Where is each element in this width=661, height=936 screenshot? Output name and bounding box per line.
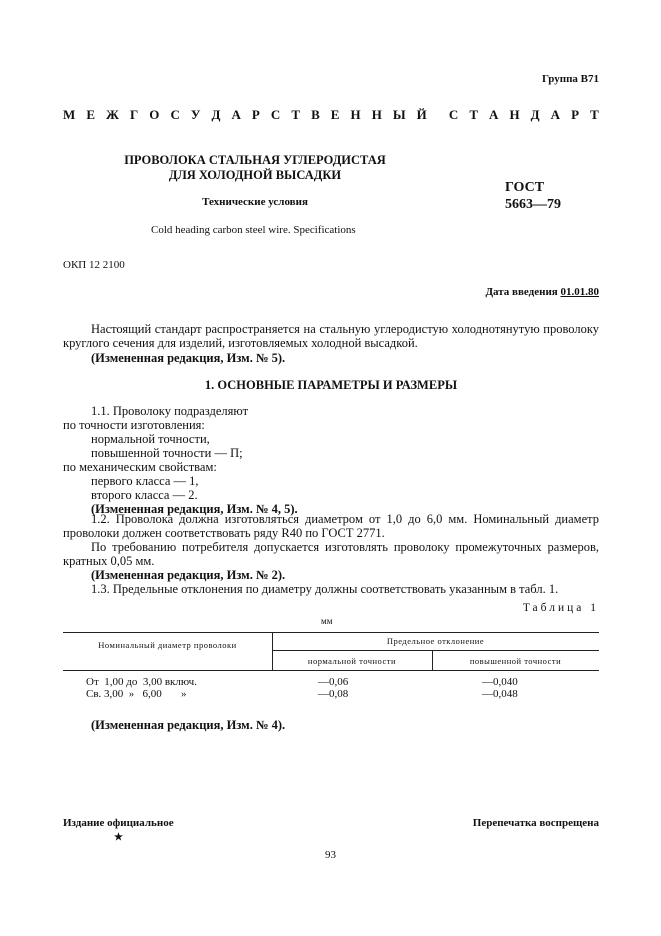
- interstate-standard-heading: [63, 107, 599, 123]
- gost-number: 5663—79: [505, 197, 561, 212]
- table-sub-rule: [272, 650, 599, 651]
- clause-1-1-class2: второго класса — 2.: [91, 488, 198, 502]
- table-header-normal: нормальной точности: [307, 656, 397, 666]
- table-top-rule: [63, 632, 599, 633]
- row-increased: —0,040: [482, 676, 518, 688]
- document-subtitle: Технические условия: [202, 196, 308, 208]
- title-line-1: ПРОВОЛОКА СТАЛЬНАЯ УГЛЕРОДИСТАЯ: [124, 153, 386, 167]
- interstate-letter: С: [448, 107, 459, 122]
- interstate-letter: А: [550, 107, 561, 122]
- clause-1-1-mechanical: по механическим свойствам:: [63, 460, 217, 474]
- gost-label: ГОСТ: [505, 180, 545, 195]
- table-header-deviation: Предельное отклонение: [386, 636, 485, 646]
- clause-1-3: 1.3. Предельные отклонения по диаметру должны соответствовать указанным в табл. 1.: [91, 582, 559, 596]
- interstate-letter: А: [231, 107, 241, 122]
- group-code: Группа В71: [541, 73, 599, 85]
- star-icon: ★: [114, 832, 123, 843]
- clause-1-2-amendment: (Измененная редакция, Изм. № 2).: [91, 568, 286, 582]
- interstate-letter: Е: [330, 107, 340, 122]
- interstate-letter: В: [311, 107, 320, 122]
- interstate-letter: Ж: [106, 107, 119, 122]
- interstate-letter: С: [270, 107, 281, 122]
- row-normal: —0,06: [318, 676, 349, 688]
- table-body: [0, 676, 661, 700]
- scope-paragraph: Настоящий стандарт распространяется на стальную углеродистую холоднотянутую проволоку круглого сечения для изделий, изготовляемых холодной высадкой.: [63, 322, 599, 350]
- clause-1-1-amendment: (Измененная редакция, Изм. № 4, 5).: [91, 502, 298, 516]
- introduction-date: [485, 286, 599, 298]
- table-row: [0, 676, 661, 688]
- interstate-letter: У: [190, 107, 201, 122]
- table-amendment: (Измененная редакция, Изм. № 4).: [91, 718, 286, 732]
- title-line-2: ДЛЯ ХОЛОДНОЙ ВЫСАДКИ: [168, 168, 342, 182]
- interstate-letter: Т: [469, 107, 478, 122]
- interstate-letter: Й: [416, 107, 427, 122]
- english-title: Cold heading carbon steel wire. Specifications: [151, 224, 356, 236]
- scope-amendment: (Измененная редакция, Изм. № 5).: [91, 351, 286, 365]
- interstate-letter: Н: [509, 107, 520, 122]
- interstate-letter: О: [149, 107, 160, 122]
- clause-1-1-normal: нормальной точности,: [91, 432, 210, 446]
- interstate-letter: С: [170, 107, 180, 122]
- interstate-letter: Н: [371, 107, 382, 122]
- clause-1-1-accuracy: по точности изготовления:: [63, 418, 205, 432]
- clause-1-2: 1.2. Проволока должна изготовляться диаметром от 1,0 до 6,0 мм. Номинальный диаметр проволоки должен соответствовать ряду R40 по ГОСТ 2771.: [63, 512, 599, 540]
- table-row: [0, 688, 661, 700]
- clause-1-1-increased: повышенной точности — П;: [91, 446, 243, 460]
- clause-1-1-intro: 1.1. Проволоку подразделяют: [91, 404, 249, 418]
- table-header-increased: повышенной точности: [469, 656, 562, 666]
- table-header-rule: [63, 670, 599, 671]
- section-heading: 1. ОСНОВНЫЕ ПАРАМЕТРЫ И РАЗМЕРЫ: [204, 378, 458, 392]
- table-title: Таблица 1: [522, 602, 599, 614]
- interstate-letter: Ы: [392, 107, 406, 122]
- introduction-date-value: 01.01.80: [560, 286, 599, 298]
- interstate-letter: Д: [211, 107, 221, 122]
- row-increased: —0,048: [482, 688, 518, 700]
- introduction-date-label: Дата введения: [485, 286, 558, 298]
- interstate-letter: Р: [571, 107, 580, 122]
- interstate-letter: Т: [590, 107, 599, 122]
- row-diameter: Св. 3,00 » 6,00 »: [86, 688, 187, 700]
- clause-1-1-class1: первого класса — 1,: [91, 474, 199, 488]
- row-normal: —0,08: [318, 688, 349, 700]
- interstate-letter: А: [489, 107, 499, 122]
- okp-code: ОКП 12 2100: [63, 259, 125, 271]
- interstate-letter: Д: [530, 107, 540, 122]
- interstate-letter: Н: [350, 107, 361, 122]
- document-title: [110, 153, 400, 183]
- interstate-letter: М: [63, 107, 76, 122]
- interstate-letter: Е: [86, 107, 95, 122]
- clause-1-1: [63, 404, 599, 516]
- reprint-prohibited-label: Перепечатка воспрещена: [472, 817, 599, 829]
- official-edition-label: Издание официальное: [63, 817, 174, 829]
- interstate-letter: Р: [251, 107, 260, 122]
- page-number: 93: [325, 849, 336, 861]
- gost-designation: [505, 179, 561, 213]
- interstate-letter: Т: [291, 107, 301, 122]
- clause-1-2-extra: По требованию потребителя допускается изготовлять проволоку промежуточных размеров, кратных 0,05 мм.: [63, 540, 599, 568]
- table-header-diameter: Номинальный диаметр проволоки: [98, 640, 237, 650]
- row-diameter: От 1,00 до 3,00 включ.: [86, 676, 197, 688]
- interstate-letter: Г: [129, 107, 139, 122]
- table-unit: мм: [321, 616, 333, 626]
